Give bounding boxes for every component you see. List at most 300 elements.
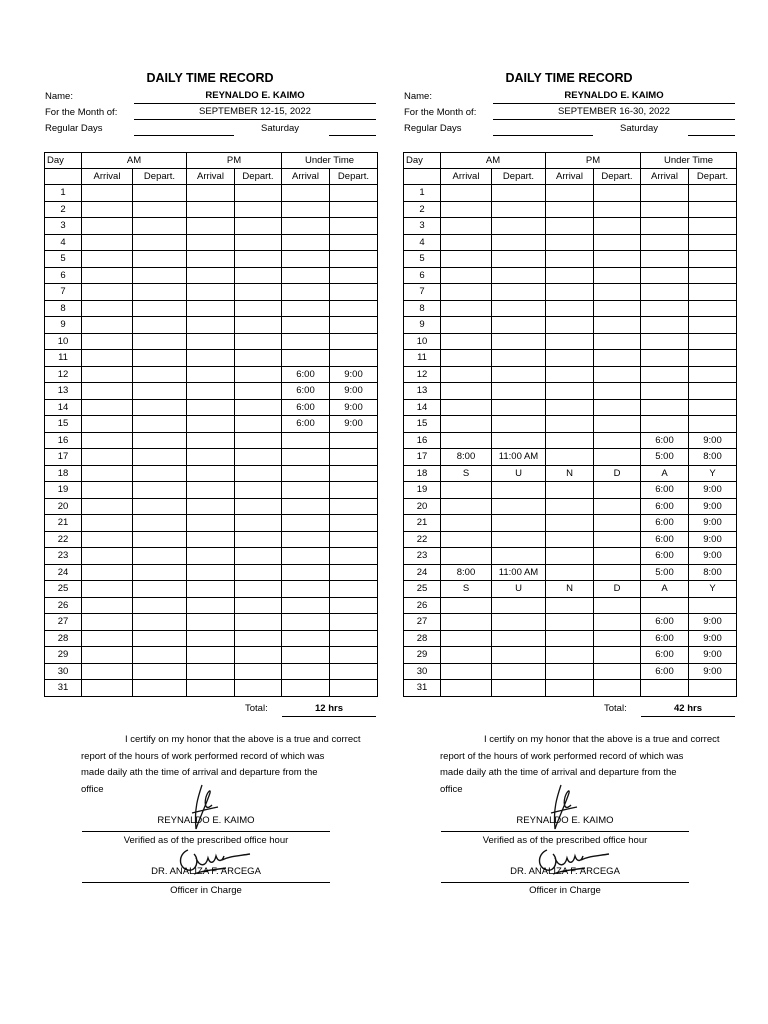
day-cell: 13 [404, 383, 441, 400]
time-cell: 9:00 [689, 630, 737, 647]
time-cell [282, 185, 330, 202]
time-cell [492, 531, 546, 548]
time-cell [594, 548, 641, 565]
table-row [45, 317, 378, 334]
pm-header: PM [546, 153, 641, 169]
time-cell [594, 531, 641, 548]
day-cell: 8 [404, 300, 441, 317]
time-cell [235, 399, 282, 416]
time-cell [441, 614, 492, 631]
time-cell [594, 432, 641, 449]
time-cell [82, 531, 133, 548]
table-row [45, 449, 378, 466]
day-cell: 6 [45, 267, 82, 284]
day-cell: 3 [45, 218, 82, 235]
pm-header: PM [187, 153, 282, 169]
table-row [45, 416, 378, 433]
regular-days-line [134, 122, 234, 136]
time-cell [282, 531, 330, 548]
time-cell [546, 597, 594, 614]
time-cell [641, 597, 689, 614]
time-cell [330, 630, 378, 647]
time-cell [133, 333, 187, 350]
time-cell [641, 366, 689, 383]
undertime-header: Under Time [641, 153, 737, 169]
time-cell [235, 366, 282, 383]
certify-line-3: made daily ath the time of arrival and departure from the [440, 767, 677, 778]
time-cell [187, 597, 235, 614]
day-cell: 29 [404, 647, 441, 664]
table-row [404, 218, 737, 235]
certification-text [81, 732, 386, 798]
time-cell [594, 333, 641, 350]
time-cell [82, 465, 133, 482]
time-cell [235, 234, 282, 251]
time-cell [133, 218, 187, 235]
day-cell: 7 [404, 284, 441, 301]
time-cell [330, 663, 378, 680]
time-cell [187, 383, 235, 400]
day-cell: 13 [45, 383, 82, 400]
time-cell [330, 267, 378, 284]
time-cell: 9:00 [689, 548, 737, 565]
time-cell [82, 300, 133, 317]
empty-header-cell [45, 169, 82, 185]
time-cell [133, 515, 187, 532]
time-cell [82, 498, 133, 515]
time-cell [235, 317, 282, 334]
time-cell [187, 416, 235, 433]
time-cell [187, 531, 235, 548]
time-cell [492, 399, 546, 416]
time-cell [82, 597, 133, 614]
time-cell [441, 663, 492, 680]
time-cell [235, 284, 282, 301]
time-cell: 9:00 [689, 614, 737, 631]
time-cell: 8:00 [689, 449, 737, 466]
time-cell [689, 284, 737, 301]
time-cell [235, 548, 282, 565]
time-cell [492, 614, 546, 631]
day-cell: 4 [404, 234, 441, 251]
time-cell: 9:00 [689, 482, 737, 499]
saturday-label: Saturday [620, 123, 659, 134]
time-cell [330, 515, 378, 532]
day-cell: 22 [45, 531, 82, 548]
table-row [404, 663, 737, 680]
time-cell [546, 234, 594, 251]
time-cell [235, 597, 282, 614]
sub-header: Depart. [235, 169, 282, 185]
sub-header: Arrival [82, 169, 133, 185]
time-cell [187, 614, 235, 631]
time-cell: 9:00 [330, 399, 378, 416]
day-cell: 1 [404, 185, 441, 202]
time-cell [441, 251, 492, 268]
time-cell [133, 300, 187, 317]
time-cell [282, 300, 330, 317]
day-cell: 11 [404, 350, 441, 367]
day-cell: 28 [404, 630, 441, 647]
time-cell [235, 350, 282, 367]
day-header: Day [45, 153, 82, 169]
certify-line-2: report of the hours of work performed record of which was [81, 750, 325, 762]
sub-header: Depart. [689, 169, 737, 185]
day-cell: 31 [45, 680, 82, 697]
time-cell [82, 548, 133, 565]
time-cell [282, 498, 330, 515]
table-row [45, 432, 378, 449]
time-cell [594, 185, 641, 202]
table-row [45, 630, 378, 647]
time-cell [82, 366, 133, 383]
time-cell [594, 498, 641, 515]
time-cell: 9:00 [330, 416, 378, 433]
table-row [404, 647, 737, 664]
time-cell [187, 564, 235, 581]
verified-text: Verified as of the prescribed office hour [482, 835, 648, 846]
sub-header: Arrival [546, 169, 594, 185]
am-header: AM [82, 153, 187, 169]
time-cell [282, 614, 330, 631]
time-cell [282, 581, 330, 598]
time-cell [441, 680, 492, 697]
time-cell [441, 383, 492, 400]
time-cell [546, 515, 594, 532]
time-cell [82, 185, 133, 202]
time-cell [235, 432, 282, 449]
time-cell [594, 201, 641, 218]
time-cell [133, 564, 187, 581]
time-cell [133, 680, 187, 697]
time-cell [235, 581, 282, 598]
verified-text: Verified as of the prescribed office hour [123, 835, 289, 846]
time-cell [82, 680, 133, 697]
table-row [404, 399, 737, 416]
time-cell [546, 251, 594, 268]
certify-line-2: report of the hours of work performed record of which was [440, 750, 684, 762]
table-row [45, 482, 378, 499]
time-cell [330, 680, 378, 697]
time-cell [441, 333, 492, 350]
time-cell [82, 482, 133, 499]
time-cell [594, 350, 641, 367]
time-cell [82, 663, 133, 680]
time-cell [546, 647, 594, 664]
total-label: Total: [245, 703, 268, 714]
form-title: DAILY TIME RECORD [146, 71, 274, 85]
time-cell [492, 333, 546, 350]
time-cell: 6:00 [282, 416, 330, 433]
certification-text [440, 732, 745, 798]
time-cell [82, 449, 133, 466]
time-cell: S [441, 465, 492, 482]
time-record-table [44, 152, 378, 697]
time-cell [133, 630, 187, 647]
time-cell [187, 630, 235, 647]
time-cell [330, 647, 378, 664]
time-cell [641, 185, 689, 202]
time-cell [492, 498, 546, 515]
time-cell [641, 333, 689, 350]
time-cell [330, 300, 378, 317]
time-cell [187, 515, 235, 532]
time-cell [492, 366, 546, 383]
time-cell [187, 498, 235, 515]
time-cell [187, 680, 235, 697]
time-cell [689, 597, 737, 614]
time-cell [187, 350, 235, 367]
day-cell: 14 [45, 399, 82, 416]
day-cell: 8 [45, 300, 82, 317]
table-row [404, 416, 737, 433]
time-cell [641, 284, 689, 301]
officer-name: DR. ANALIZA F. ARCEGA [441, 866, 689, 883]
time-cell [641, 218, 689, 235]
table-row [404, 234, 737, 251]
officer-title: Officer in Charge [529, 885, 601, 896]
time-cell: 11:00 AM [492, 564, 546, 581]
time-cell [235, 630, 282, 647]
time-cell [282, 218, 330, 235]
certify-line-4: office [440, 783, 463, 795]
time-cell [546, 449, 594, 466]
time-cell [235, 564, 282, 581]
time-cell [133, 548, 187, 565]
time-cell [282, 663, 330, 680]
time-cell [235, 680, 282, 697]
time-cell: 11:00 AM [492, 449, 546, 466]
table-row [404, 449, 737, 466]
time-cell: 9:00 [689, 432, 737, 449]
time-cell [133, 399, 187, 416]
time-cell [187, 663, 235, 680]
table-row [45, 680, 378, 697]
month-value: SEPTEMBER 12-15, 2022 [134, 106, 376, 120]
time-cell [441, 647, 492, 664]
time-cell: N [546, 581, 594, 598]
time-cell [594, 630, 641, 647]
time-cell [235, 498, 282, 515]
day-cell: 2 [404, 201, 441, 218]
time-cell [441, 399, 492, 416]
regular-days-label: Regular Days [404, 123, 462, 134]
table-row [45, 201, 378, 218]
time-cell [187, 234, 235, 251]
time-cell [641, 383, 689, 400]
time-cell [441, 482, 492, 499]
time-cell [282, 333, 330, 350]
time-cell [235, 482, 282, 499]
time-cell [689, 383, 737, 400]
time-cell [594, 647, 641, 664]
day-cell: 26 [404, 597, 441, 614]
time-cell [187, 432, 235, 449]
day-cell: 30 [45, 663, 82, 680]
time-cell [235, 333, 282, 350]
time-cell [441, 432, 492, 449]
time-cell [441, 185, 492, 202]
empty-header-cell [404, 169, 441, 185]
time-cell [689, 234, 737, 251]
day-cell: 21 [45, 515, 82, 532]
time-cell [441, 548, 492, 565]
table-row [404, 333, 737, 350]
time-cell [330, 548, 378, 565]
time-cell [492, 416, 546, 433]
day-cell: 21 [404, 515, 441, 532]
time-cell [282, 680, 330, 697]
time-cell [82, 234, 133, 251]
table-row [45, 564, 378, 581]
time-cell: 6:00 [641, 498, 689, 515]
time-cell [594, 366, 641, 383]
day-cell: 7 [45, 284, 82, 301]
time-cell [441, 317, 492, 334]
time-cell: 6:00 [641, 614, 689, 631]
time-cell [187, 333, 235, 350]
time-cell [82, 416, 133, 433]
time-cell [546, 201, 594, 218]
time-cell: 9:00 [689, 531, 737, 548]
day-cell: 11 [45, 350, 82, 367]
day-cell: 19 [404, 482, 441, 499]
time-cell [441, 218, 492, 235]
table-row [404, 465, 737, 482]
time-cell [82, 383, 133, 400]
time-cell: 9:00 [689, 663, 737, 680]
table-row [404, 531, 737, 548]
time-cell [689, 416, 737, 433]
time-cell: 6:00 [641, 630, 689, 647]
time-cell [82, 581, 133, 598]
time-cell [546, 218, 594, 235]
time-cell [187, 449, 235, 466]
time-cell [133, 251, 187, 268]
time-cell: D [594, 465, 641, 482]
time-cell [82, 515, 133, 532]
day-cell: 15 [45, 416, 82, 433]
time-cell [689, 267, 737, 284]
table-row [45, 267, 378, 284]
time-cell [441, 515, 492, 532]
time-cell [330, 581, 378, 598]
time-cell [235, 449, 282, 466]
time-cell [546, 432, 594, 449]
time-cell [187, 366, 235, 383]
time-cell [492, 597, 546, 614]
table-row [45, 350, 378, 367]
time-cell [546, 548, 594, 565]
table-row [404, 564, 737, 581]
time-cell [441, 366, 492, 383]
time-cell [492, 680, 546, 697]
time-cell [282, 317, 330, 334]
time-cell [282, 597, 330, 614]
time-cell: 6:00 [282, 399, 330, 416]
day-cell: 3 [404, 218, 441, 235]
time-cell [187, 317, 235, 334]
table-row [45, 581, 378, 598]
time-cell [594, 680, 641, 697]
time-cell [330, 531, 378, 548]
time-cell [689, 251, 737, 268]
time-cell: 9:00 [330, 383, 378, 400]
time-cell [546, 498, 594, 515]
time-cell [492, 548, 546, 565]
time-cell [133, 267, 187, 284]
time-cell [492, 317, 546, 334]
certify-line-4: office [81, 783, 104, 795]
time-cell [492, 630, 546, 647]
time-cell [133, 647, 187, 664]
time-cell [689, 333, 737, 350]
time-cell [133, 663, 187, 680]
time-cell [187, 482, 235, 499]
sub-header: Arrival [441, 169, 492, 185]
certify-line-3: made daily ath the time of arrival and departure from the [81, 767, 318, 778]
time-cell [187, 465, 235, 482]
table-row [45, 284, 378, 301]
time-cell [492, 515, 546, 532]
day-cell: 27 [45, 614, 82, 631]
time-cell [689, 218, 737, 235]
table-row [45, 663, 378, 680]
name-label: Name: [45, 91, 73, 102]
table-row [404, 201, 737, 218]
time-cell [546, 399, 594, 416]
time-cell [187, 284, 235, 301]
time-cell [441, 284, 492, 301]
time-cell [492, 267, 546, 284]
day-cell: 31 [404, 680, 441, 697]
time-cell [441, 267, 492, 284]
time-cell [82, 647, 133, 664]
time-cell [133, 449, 187, 466]
day-cell: 24 [404, 564, 441, 581]
day-cell: 22 [404, 531, 441, 548]
table-row [45, 399, 378, 416]
time-cell [82, 284, 133, 301]
time-cell [330, 597, 378, 614]
time-cell [546, 185, 594, 202]
month-label: For the Month of: [404, 107, 477, 118]
time-cell [641, 251, 689, 268]
time-cell: A [641, 581, 689, 598]
name-value: REYNALDO E. KAIMO [493, 90, 735, 104]
time-cell [330, 234, 378, 251]
sub-header: Depart. [330, 169, 378, 185]
time-cell [546, 416, 594, 433]
time-cell: 9:00 [689, 515, 737, 532]
table-row [45, 383, 378, 400]
time-cell [282, 284, 330, 301]
time-cell [441, 531, 492, 548]
time-cell [282, 515, 330, 532]
time-cell [82, 267, 133, 284]
day-cell: 12 [404, 366, 441, 383]
time-cell [133, 432, 187, 449]
time-cell [82, 630, 133, 647]
day-cell: 9 [45, 317, 82, 334]
sub-header: Arrival [282, 169, 330, 185]
time-cell [235, 201, 282, 218]
table-row [404, 300, 737, 317]
time-cell [441, 416, 492, 433]
time-cell [82, 251, 133, 268]
table-row [404, 185, 737, 202]
time-cell [330, 482, 378, 499]
